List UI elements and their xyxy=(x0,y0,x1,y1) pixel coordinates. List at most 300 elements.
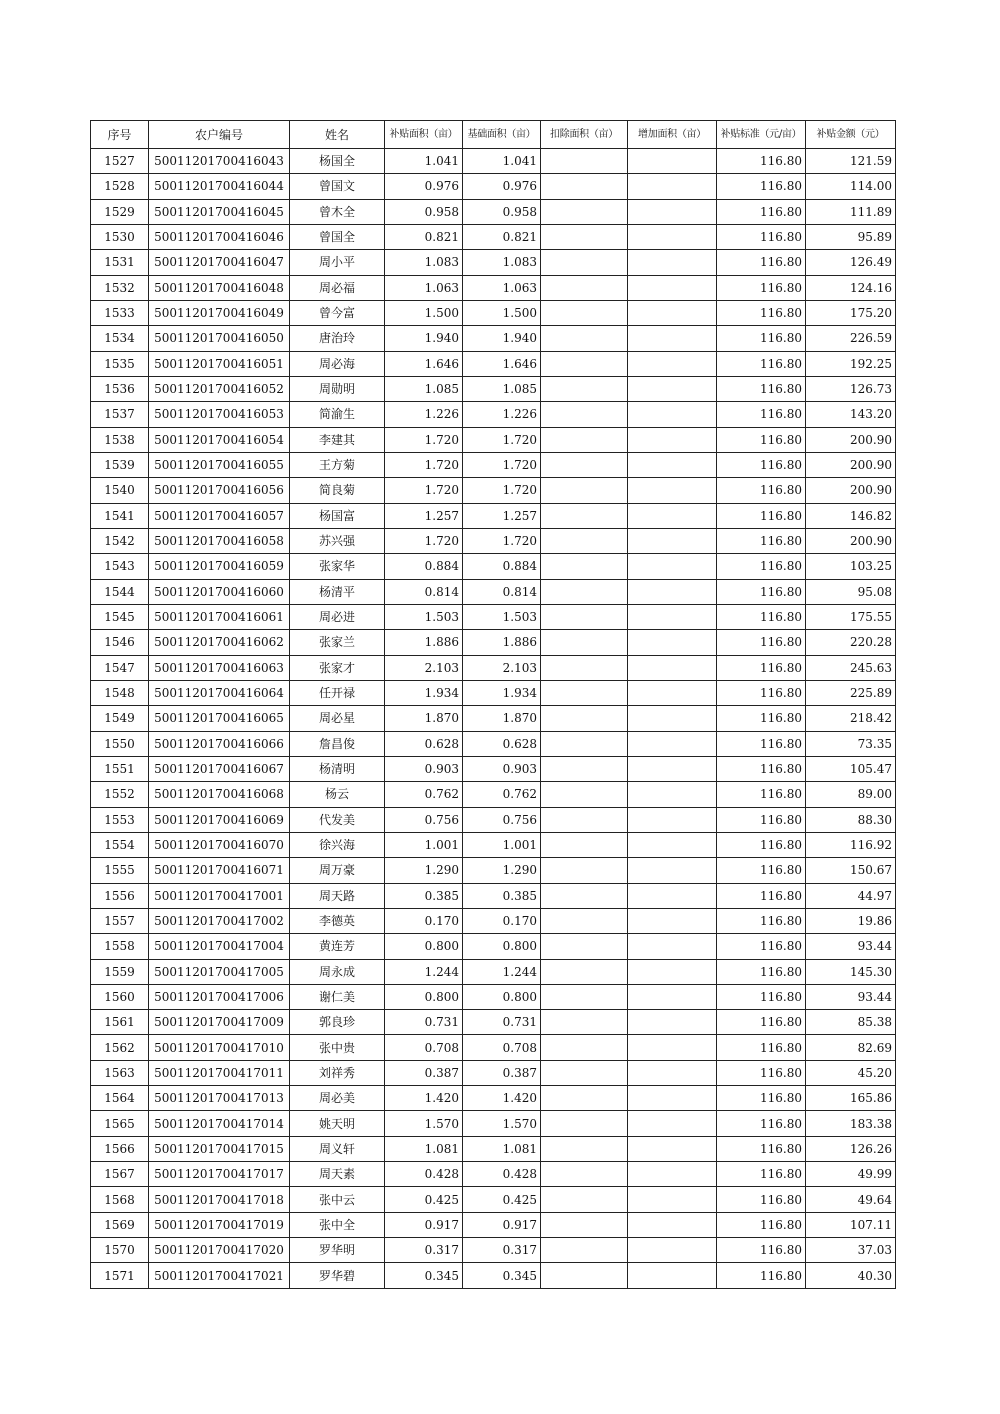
cell-base-area: 0.756 xyxy=(463,807,541,832)
cell-added-area xyxy=(628,908,717,933)
cell-base-area: 1.041 xyxy=(463,149,541,174)
header-subsidy-amount: 补贴金额（元） xyxy=(806,121,896,149)
cell-farmer-id: 50011201700416067 xyxy=(149,756,290,781)
cell-index: 1563 xyxy=(91,1060,149,1085)
cell-subsidy-amount: 82.69 xyxy=(806,1035,896,1060)
cell-subsidy-rate: 116.80 xyxy=(717,376,806,401)
cell-index: 1539 xyxy=(91,452,149,477)
cell-subsidy-rate: 116.80 xyxy=(717,832,806,857)
cell-index: 1527 xyxy=(91,149,149,174)
cell-added-area xyxy=(628,579,717,604)
cell-subsidy-rate: 116.80 xyxy=(717,326,806,351)
table-row xyxy=(91,275,896,300)
cell-subsidy-rate: 116.80 xyxy=(717,680,806,705)
cell-added-area xyxy=(628,782,717,807)
cell-name: 简渝生 xyxy=(290,402,385,427)
cell-deducted-area xyxy=(541,224,628,249)
cell-deducted-area xyxy=(541,782,628,807)
table-row xyxy=(91,528,896,553)
cell-added-area xyxy=(628,1035,717,1060)
cell-base-area: 0.800 xyxy=(463,984,541,1009)
cell-subsidy-rate: 116.80 xyxy=(717,1263,806,1288)
cell-name: 周必进 xyxy=(290,604,385,629)
cell-base-area: 0.917 xyxy=(463,1212,541,1237)
cell-deducted-area xyxy=(541,199,628,224)
table-row xyxy=(91,984,896,1009)
cell-name: 周勋明 xyxy=(290,376,385,401)
cell-deducted-area xyxy=(541,1238,628,1263)
cell-added-area xyxy=(628,680,717,705)
cell-base-area: 0.762 xyxy=(463,782,541,807)
cell-farmer-id: 50011201700416051 xyxy=(149,351,290,376)
cell-farmer-id: 50011201700416053 xyxy=(149,402,290,427)
cell-base-area: 2.103 xyxy=(463,655,541,680)
cell-name: 周必海 xyxy=(290,351,385,376)
cell-subsidy-area: 0.345 xyxy=(385,1263,463,1288)
cell-deducted-area xyxy=(541,706,628,731)
cell-deducted-area xyxy=(541,528,628,553)
table-row xyxy=(91,908,896,933)
cell-farmer-id: 50011201700416049 xyxy=(149,300,290,325)
cell-deducted-area xyxy=(541,959,628,984)
cell-subsidy-rate: 116.80 xyxy=(717,250,806,275)
cell-index: 1568 xyxy=(91,1187,149,1212)
cell-farmer-id: 50011201700416069 xyxy=(149,807,290,832)
cell-deducted-area xyxy=(541,300,628,325)
cell-subsidy-area: 1.290 xyxy=(385,858,463,883)
table-row xyxy=(91,883,896,908)
cell-base-area: 0.884 xyxy=(463,554,541,579)
cell-base-area: 0.976 xyxy=(463,174,541,199)
cell-subsidy-area: 1.870 xyxy=(385,706,463,731)
cell-index: 1545 xyxy=(91,604,149,629)
cell-name: 周必美 xyxy=(290,1086,385,1111)
cell-added-area xyxy=(628,250,717,275)
cell-subsidy-area: 0.756 xyxy=(385,807,463,832)
cell-name: 曾木全 xyxy=(290,199,385,224)
cell-subsidy-rate: 116.80 xyxy=(717,503,806,528)
table-row xyxy=(91,1035,896,1060)
header-farmer-id: 农户编号 xyxy=(149,121,290,149)
cell-added-area xyxy=(628,807,717,832)
cell-deducted-area xyxy=(541,908,628,933)
cell-subsidy-rate: 116.80 xyxy=(717,655,806,680)
cell-deducted-area xyxy=(541,1111,628,1136)
cell-deducted-area xyxy=(541,655,628,680)
cell-subsidy-amount: 200.90 xyxy=(806,427,896,452)
cell-subsidy-area: 0.903 xyxy=(385,756,463,781)
cell-name: 谢仁美 xyxy=(290,984,385,1009)
cell-deducted-area xyxy=(541,503,628,528)
cell-subsidy-amount: 126.73 xyxy=(806,376,896,401)
cell-deducted-area xyxy=(541,452,628,477)
table-row xyxy=(91,1212,896,1237)
table-row xyxy=(91,224,896,249)
cell-subsidy-amount: 93.44 xyxy=(806,934,896,959)
cell-deducted-area xyxy=(541,1010,628,1035)
cell-added-area xyxy=(628,984,717,1009)
cell-deducted-area xyxy=(541,579,628,604)
cell-subsidy-amount: 183.38 xyxy=(806,1111,896,1136)
table-row xyxy=(91,1238,896,1263)
cell-index: 1553 xyxy=(91,807,149,832)
cell-index: 1542 xyxy=(91,528,149,553)
cell-deducted-area xyxy=(541,1212,628,1237)
cell-subsidy-area: 0.800 xyxy=(385,984,463,1009)
table-row xyxy=(91,300,896,325)
cell-index: 1560 xyxy=(91,984,149,1009)
cell-name: 周天路 xyxy=(290,883,385,908)
cell-subsidy-area: 1.063 xyxy=(385,275,463,300)
cell-name: 曾国全 xyxy=(290,224,385,249)
cell-subsidy-amount: 143.20 xyxy=(806,402,896,427)
cell-name: 周小平 xyxy=(290,250,385,275)
cell-subsidy-rate: 116.80 xyxy=(717,149,806,174)
cell-subsidy-amount: 200.90 xyxy=(806,478,896,503)
table-row xyxy=(91,1136,896,1161)
table-row xyxy=(91,199,896,224)
cell-farmer-id: 50011201700417004 xyxy=(149,934,290,959)
cell-name: 张中全 xyxy=(290,1212,385,1237)
cell-base-area: 1.083 xyxy=(463,250,541,275)
cell-farmer-id: 50011201700416056 xyxy=(149,478,290,503)
cell-subsidy-area: 1.720 xyxy=(385,427,463,452)
cell-subsidy-amount: 89.00 xyxy=(806,782,896,807)
cell-deducted-area xyxy=(541,326,628,351)
cell-deducted-area xyxy=(541,984,628,1009)
cell-subsidy-amount: 73.35 xyxy=(806,731,896,756)
cell-name: 周万豪 xyxy=(290,858,385,883)
cell-added-area xyxy=(628,858,717,883)
table-row xyxy=(91,402,896,427)
header-subsidy-rate: 补贴标准（元/亩） xyxy=(717,121,806,149)
cell-subsidy-amount: 121.59 xyxy=(806,149,896,174)
cell-subsidy-amount: 225.89 xyxy=(806,680,896,705)
cell-base-area: 0.170 xyxy=(463,908,541,933)
cell-base-area: 0.903 xyxy=(463,756,541,781)
cell-subsidy-amount: 192.25 xyxy=(806,351,896,376)
cell-subsidy-rate: 116.80 xyxy=(717,174,806,199)
cell-subsidy-amount: 218.42 xyxy=(806,706,896,731)
cell-deducted-area xyxy=(541,554,628,579)
table-row xyxy=(91,326,896,351)
cell-added-area xyxy=(628,832,717,857)
cell-name: 张家华 xyxy=(290,554,385,579)
cell-index: 1538 xyxy=(91,427,149,452)
cell-base-area: 0.708 xyxy=(463,1035,541,1060)
cell-subsidy-amount: 19.86 xyxy=(806,908,896,933)
cell-subsidy-amount: 114.00 xyxy=(806,174,896,199)
cell-farmer-id: 50011201700417014 xyxy=(149,1111,290,1136)
cell-added-area xyxy=(628,174,717,199)
cell-farmer-id: 50011201700416059 xyxy=(149,554,290,579)
cell-index: 1529 xyxy=(91,199,149,224)
cell-index: 1544 xyxy=(91,579,149,604)
table-row xyxy=(91,1162,896,1187)
cell-deducted-area xyxy=(541,756,628,781)
cell-subsidy-amount: 175.55 xyxy=(806,604,896,629)
cell-subsidy-rate: 116.80 xyxy=(717,731,806,756)
cell-index: 1541 xyxy=(91,503,149,528)
cell-subsidy-area: 0.917 xyxy=(385,1212,463,1237)
cell-deducted-area xyxy=(541,832,628,857)
cell-subsidy-area: 1.720 xyxy=(385,528,463,553)
cell-index: 1532 xyxy=(91,275,149,300)
cell-subsidy-area: 1.420 xyxy=(385,1086,463,1111)
cell-deducted-area xyxy=(541,934,628,959)
cell-name: 徐兴海 xyxy=(290,832,385,857)
table-row xyxy=(91,832,896,857)
cell-subsidy-amount: 145.30 xyxy=(806,959,896,984)
cell-base-area: 1.720 xyxy=(463,452,541,477)
cell-subsidy-rate: 116.80 xyxy=(717,604,806,629)
cell-subsidy-amount: 126.26 xyxy=(806,1136,896,1161)
cell-base-area: 0.731 xyxy=(463,1010,541,1035)
cell-farmer-id: 50011201700416068 xyxy=(149,782,290,807)
cell-subsidy-rate: 116.80 xyxy=(717,1238,806,1263)
table-row xyxy=(91,959,896,984)
cell-index: 1562 xyxy=(91,1035,149,1060)
cell-index: 1552 xyxy=(91,782,149,807)
cell-index: 1533 xyxy=(91,300,149,325)
cell-subsidy-amount: 150.67 xyxy=(806,858,896,883)
table-row xyxy=(91,503,896,528)
cell-subsidy-area: 0.958 xyxy=(385,199,463,224)
cell-subsidy-area: 1.041 xyxy=(385,149,463,174)
cell-name: 李建其 xyxy=(290,427,385,452)
cell-subsidy-area: 0.814 xyxy=(385,579,463,604)
cell-subsidy-area: 1.083 xyxy=(385,250,463,275)
cell-subsidy-rate: 116.80 xyxy=(717,528,806,553)
table-row xyxy=(91,174,896,199)
cell-index: 1536 xyxy=(91,376,149,401)
cell-added-area xyxy=(628,604,717,629)
cell-farmer-id: 50011201700416063 xyxy=(149,655,290,680)
cell-index: 1557 xyxy=(91,908,149,933)
cell-farmer-id: 50011201700416048 xyxy=(149,275,290,300)
cell-added-area xyxy=(628,1212,717,1237)
cell-deducted-area xyxy=(541,731,628,756)
header-base-area: 基础面积（亩） xyxy=(463,121,541,149)
cell-subsidy-amount: 45.20 xyxy=(806,1060,896,1085)
table-row xyxy=(91,1060,896,1085)
cell-subsidy-amount: 105.47 xyxy=(806,756,896,781)
cell-base-area: 1.940 xyxy=(463,326,541,351)
cell-deducted-area xyxy=(541,1263,628,1288)
table-row xyxy=(91,630,896,655)
cell-name: 黄连芳 xyxy=(290,934,385,959)
table-row xyxy=(91,478,896,503)
cell-subsidy-rate: 116.80 xyxy=(717,1162,806,1187)
cell-added-area xyxy=(628,630,717,655)
cell-added-area xyxy=(628,351,717,376)
table-row xyxy=(91,680,896,705)
cell-added-area xyxy=(628,1136,717,1161)
cell-subsidy-rate: 116.80 xyxy=(717,807,806,832)
cell-name: 简良菊 xyxy=(290,478,385,503)
cell-farmer-id: 50011201700416060 xyxy=(149,579,290,604)
cell-subsidy-amount: 49.99 xyxy=(806,1162,896,1187)
cell-farmer-id: 50011201700416055 xyxy=(149,452,290,477)
cell-deducted-area xyxy=(541,1187,628,1212)
cell-base-area: 1.001 xyxy=(463,832,541,857)
cell-index: 1540 xyxy=(91,478,149,503)
cell-name: 李德英 xyxy=(290,908,385,933)
cell-subsidy-rate: 116.80 xyxy=(717,1035,806,1060)
cell-farmer-id: 50011201700416043 xyxy=(149,149,290,174)
cell-subsidy-amount: 49.64 xyxy=(806,1187,896,1212)
cell-subsidy-area: 0.731 xyxy=(385,1010,463,1035)
table-row xyxy=(91,1111,896,1136)
cell-subsidy-amount: 44.97 xyxy=(806,883,896,908)
cell-subsidy-amount: 226.59 xyxy=(806,326,896,351)
cell-name: 杨清平 xyxy=(290,579,385,604)
cell-subsidy-rate: 116.80 xyxy=(717,1187,806,1212)
cell-base-area: 0.428 xyxy=(463,1162,541,1187)
cell-subsidy-rate: 116.80 xyxy=(717,883,806,908)
cell-index: 1549 xyxy=(91,706,149,731)
table-row xyxy=(91,452,896,477)
cell-deducted-area xyxy=(541,376,628,401)
cell-subsidy-rate: 116.80 xyxy=(717,706,806,731)
cell-name: 苏兴强 xyxy=(290,528,385,553)
cell-added-area xyxy=(628,427,717,452)
cell-subsidy-area: 1.081 xyxy=(385,1136,463,1161)
cell-name: 周必星 xyxy=(290,706,385,731)
cell-index: 1561 xyxy=(91,1010,149,1035)
cell-added-area xyxy=(628,1086,717,1111)
cell-subsidy-rate: 116.80 xyxy=(717,984,806,1009)
cell-subsidy-area: 1.085 xyxy=(385,376,463,401)
cell-farmer-id: 50011201700417013 xyxy=(149,1086,290,1111)
cell-subsidy-rate: 116.80 xyxy=(717,199,806,224)
cell-name: 刘祥秀 xyxy=(290,1060,385,1085)
cell-subsidy-area: 1.570 xyxy=(385,1111,463,1136)
cell-farmer-id: 50011201700417019 xyxy=(149,1212,290,1237)
cell-index: 1554 xyxy=(91,832,149,857)
cell-deducted-area xyxy=(541,1060,628,1085)
cell-subsidy-area: 1.001 xyxy=(385,832,463,857)
table-row xyxy=(91,655,896,680)
cell-subsidy-area: 0.385 xyxy=(385,883,463,908)
cell-subsidy-rate: 116.80 xyxy=(717,402,806,427)
cell-subsidy-rate: 116.80 xyxy=(717,908,806,933)
cell-index: 1550 xyxy=(91,731,149,756)
table-row xyxy=(91,807,896,832)
cell-farmer-id: 50011201700417006 xyxy=(149,984,290,1009)
cell-base-area: 1.646 xyxy=(463,351,541,376)
cell-name: 王方菊 xyxy=(290,452,385,477)
cell-base-area: 0.821 xyxy=(463,224,541,249)
table-row xyxy=(91,351,896,376)
cell-subsidy-amount: 126.49 xyxy=(806,250,896,275)
header-deducted-area: 扣除面积（亩） xyxy=(541,121,628,149)
cell-subsidy-rate: 116.80 xyxy=(717,1111,806,1136)
subsidy-table xyxy=(90,120,896,1289)
cell-subsidy-area: 0.387 xyxy=(385,1060,463,1085)
cell-subsidy-area: 0.428 xyxy=(385,1162,463,1187)
cell-added-area xyxy=(628,149,717,174)
cell-name: 杨国富 xyxy=(290,503,385,528)
cell-subsidy-area: 0.708 xyxy=(385,1035,463,1060)
cell-subsidy-area: 0.884 xyxy=(385,554,463,579)
cell-name: 周天素 xyxy=(290,1162,385,1187)
cell-deducted-area xyxy=(541,604,628,629)
cell-subsidy-area: 0.800 xyxy=(385,934,463,959)
cell-subsidy-area: 0.821 xyxy=(385,224,463,249)
cell-name: 周必福 xyxy=(290,275,385,300)
cell-index: 1548 xyxy=(91,680,149,705)
cell-subsidy-amount: 107.11 xyxy=(806,1212,896,1237)
cell-index: 1564 xyxy=(91,1086,149,1111)
cell-name: 周义轩 xyxy=(290,1136,385,1161)
cell-farmer-id: 50011201700416066 xyxy=(149,731,290,756)
cell-base-area: 0.425 xyxy=(463,1187,541,1212)
cell-deducted-area xyxy=(541,883,628,908)
cell-subsidy-rate: 116.80 xyxy=(717,579,806,604)
cell-base-area: 1.244 xyxy=(463,959,541,984)
cell-deducted-area xyxy=(541,275,628,300)
cell-deducted-area xyxy=(541,858,628,883)
cell-farmer-id: 50011201700416054 xyxy=(149,427,290,452)
cell-added-area xyxy=(628,300,717,325)
cell-base-area: 1.420 xyxy=(463,1086,541,1111)
cell-subsidy-amount: 95.08 xyxy=(806,579,896,604)
cell-base-area: 1.290 xyxy=(463,858,541,883)
cell-name: 张家才 xyxy=(290,655,385,680)
cell-farmer-id: 50011201700416057 xyxy=(149,503,290,528)
cell-subsidy-amount: 95.89 xyxy=(806,224,896,249)
cell-subsidy-rate: 116.80 xyxy=(717,858,806,883)
cell-farmer-id: 50011201700416062 xyxy=(149,630,290,655)
table-row xyxy=(91,706,896,731)
cell-name: 张中贵 xyxy=(290,1035,385,1060)
cell-index: 1530 xyxy=(91,224,149,249)
cell-subsidy-area: 1.934 xyxy=(385,680,463,705)
cell-subsidy-area: 0.628 xyxy=(385,731,463,756)
cell-farmer-id: 50011201700416044 xyxy=(149,174,290,199)
table-row xyxy=(91,782,896,807)
cell-farmer-id: 50011201700416046 xyxy=(149,224,290,249)
cell-farmer-id: 50011201700416058 xyxy=(149,528,290,553)
cell-farmer-id: 50011201700417011 xyxy=(149,1060,290,1085)
cell-farmer-id: 50011201700416047 xyxy=(149,250,290,275)
cell-base-area: 1.870 xyxy=(463,706,541,731)
cell-deducted-area xyxy=(541,807,628,832)
cell-index: 1559 xyxy=(91,959,149,984)
table-row xyxy=(91,376,896,401)
cell-farmer-id: 50011201700417021 xyxy=(149,1263,290,1288)
cell-subsidy-amount: 146.82 xyxy=(806,503,896,528)
cell-farmer-id: 50011201700417009 xyxy=(149,1010,290,1035)
cell-index: 1571 xyxy=(91,1263,149,1288)
cell-index: 1555 xyxy=(91,858,149,883)
cell-deducted-area xyxy=(541,680,628,705)
cell-name: 周永成 xyxy=(290,959,385,984)
cell-farmer-id: 50011201700417018 xyxy=(149,1187,290,1212)
cell-subsidy-rate: 116.80 xyxy=(717,478,806,503)
cell-index: 1558 xyxy=(91,934,149,959)
cell-farmer-id: 50011201700416065 xyxy=(149,706,290,731)
cell-subsidy-amount: 116.92 xyxy=(806,832,896,857)
cell-added-area xyxy=(628,503,717,528)
cell-deducted-area xyxy=(541,630,628,655)
cell-subsidy-rate: 116.80 xyxy=(717,1060,806,1085)
cell-added-area xyxy=(628,224,717,249)
cell-base-area: 0.385 xyxy=(463,883,541,908)
cell-subsidy-amount: 103.25 xyxy=(806,554,896,579)
cell-index: 1551 xyxy=(91,756,149,781)
